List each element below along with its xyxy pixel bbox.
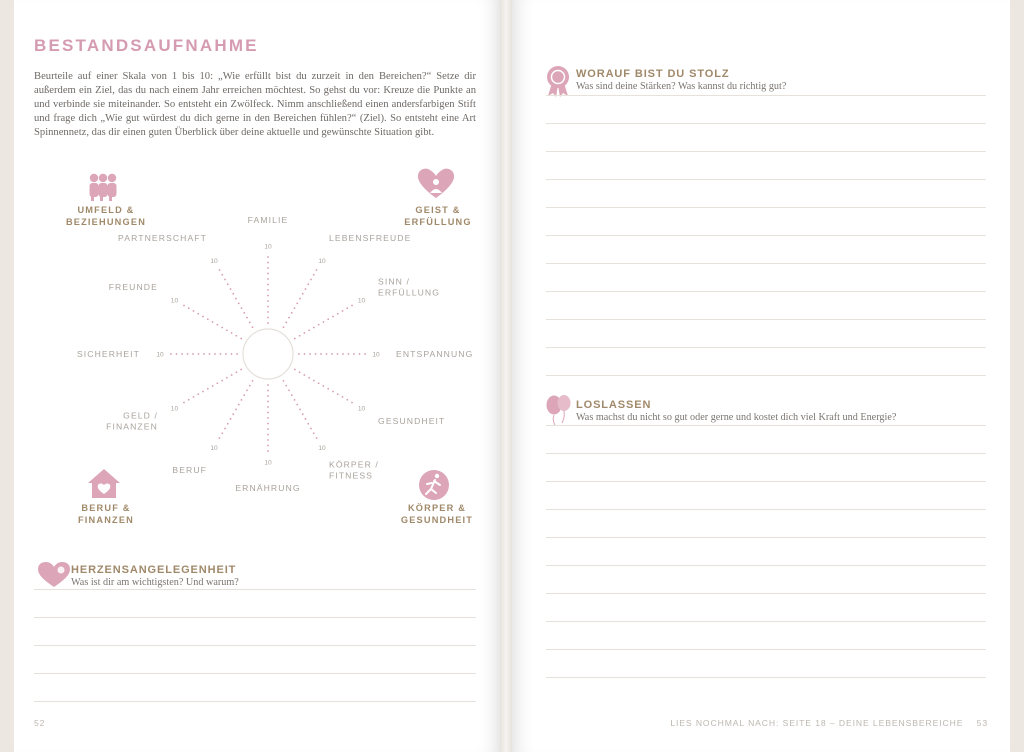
page-number-left: 52 <box>34 718 46 728</box>
house-heart-icon <box>88 469 120 498</box>
section-title: HERZENSANGELEGENHEIT <box>71 564 237 576</box>
page-title: BESTANDSAUFNAHME <box>34 36 259 55</box>
footer-note: LIES NOCHMAL NACH: SEITE 18 – DEINE LEBENSBEREICHE <box>670 718 964 728</box>
wheel-spoke-partnerschaft[interactable] <box>218 267 253 327</box>
scale-max-label: 10 <box>170 405 179 413</box>
book-spine <box>500 0 512 752</box>
section-subtitle: Was ist dir am wichtigsten? Und warum? <box>71 577 239 588</box>
wheel-spoke-sinn-erfüllung[interactable] <box>295 304 355 339</box>
wheel-label-freunde: FREUNDE <box>108 282 158 292</box>
wheel-label-sinn-erfüllung: SINN / ERFÜLLUNG <box>378 276 441 298</box>
footer-right <box>670 718 988 728</box>
wheel-spoke-körper-fitness[interactable] <box>284 381 319 441</box>
scale-max-label: 10 <box>372 351 380 359</box>
wheel-label-lebensfreude: LEBENSFREUDE <box>329 232 412 243</box>
life-wheel-diagram <box>34 160 494 540</box>
scale-max-label: 10 <box>264 459 272 467</box>
intro-text: Beurteile auf einer Skala von 1 bis 10: „Wie erfüllt bist du zurzeit in den Bereichen?“ Setze dir außerdem ein Ziel, das du nach einem Jahr erreichen möchtest. So gehst du vor: Kreuze die Punkte an und verbinde sie miteinander. So entsteht ein Zwölfeck. Nimm anschließend einen andersfarbigen Stift und frage dich „Wie gut würdest du dich gerne in den Bereichen fühlen?“ (Ziel). So entsteht eine Art Spinnennetz, das dir einen guten Überblick über deine aktuelle und gewünschte Situation gibt. <box>34 71 476 139</box>
wheel-label-körper-fitness: KÖRPER / FITNESS <box>329 459 379 481</box>
wheel-spoke-gesundheit[interactable] <box>295 370 355 405</box>
corner-top-right-line1: GEIST & <box>415 205 461 215</box>
corner-bottom-left-line1: BERUF & <box>81 503 131 513</box>
scale-max-label: 10 <box>156 351 164 359</box>
scale-max-label: 10 <box>210 257 218 265</box>
writing-lines-left[interactable] <box>34 562 476 702</box>
left-page <box>14 0 500 752</box>
right-page <box>512 0 1010 752</box>
corner-bottom-right-line2: GESUNDHEIT <box>400 515 474 525</box>
corner-bottom-right-line1: KÖRPER & <box>407 503 467 513</box>
corner-top-right-line2: ERFÜLLUNG <box>404 217 472 227</box>
wheel-spoke-freunde[interactable] <box>181 304 241 339</box>
corner-top-left-line1: UMFELD & <box>77 205 135 215</box>
writing-lines-right-2[interactable] <box>546 398 986 678</box>
section-subtitle: Was sind deine Stärken? Was kannst du richtig gut? <box>576 81 787 92</box>
wheel-label-partnerschaft: PARTNERSCHAFT <box>118 232 207 243</box>
people-icon <box>90 174 117 201</box>
wheel-label-geld-finanzen: GELD / FINANZEN <box>106 410 158 432</box>
wheel-spoke-lebensfreude[interactable] <box>284 267 319 327</box>
scale-max-label: 10 <box>210 445 218 453</box>
wheel-spoke-geld-finanzen[interactable] <box>181 370 241 405</box>
section-title: LOSLASSEN <box>576 399 652 411</box>
wheel-label-entspannung: ENTSPANNUNG <box>396 349 474 359</box>
scale-max-label: 10 <box>318 257 326 265</box>
scale-max-label: 10 <box>170 297 179 305</box>
wheel-label-familie: FAMILIE <box>247 215 289 225</box>
wheel-center-circle <box>243 329 293 379</box>
corner-bottom-left-line2: FINANZEN <box>77 515 135 525</box>
wheel-label-gesundheit: GESUNDHEIT <box>378 416 446 426</box>
wheel-label-beruf: BERUF <box>172 465 207 476</box>
wheel-spoke-beruf[interactable] <box>218 381 253 441</box>
scale-max-label: 10 <box>357 405 366 413</box>
section-subtitle: Was machst du nicht so gut oder gerne und kostet dich viel Kraft und Energie? <box>576 412 897 423</box>
corner-top-left-line2: BEZIEHUNGEN <box>65 217 147 227</box>
section-title: WORAUF BIST DU STOLZ <box>576 68 730 80</box>
writing-lines-right-1[interactable] <box>546 68 986 376</box>
wheel-label-ernährung: ERNÄHRUNG <box>235 483 301 493</box>
heart-person-icon <box>418 169 454 198</box>
scale-max-label: 10 <box>357 297 366 305</box>
scale-max-label: 10 <box>264 243 272 251</box>
wheel-label-sicherheit: SICHERHEIT <box>76 349 140 359</box>
scale-max-label: 10 <box>318 445 326 453</box>
runner-icon <box>419 470 449 500</box>
page-number-right: 53 <box>976 718 988 728</box>
life-wheel-svg <box>34 160 494 540</box>
